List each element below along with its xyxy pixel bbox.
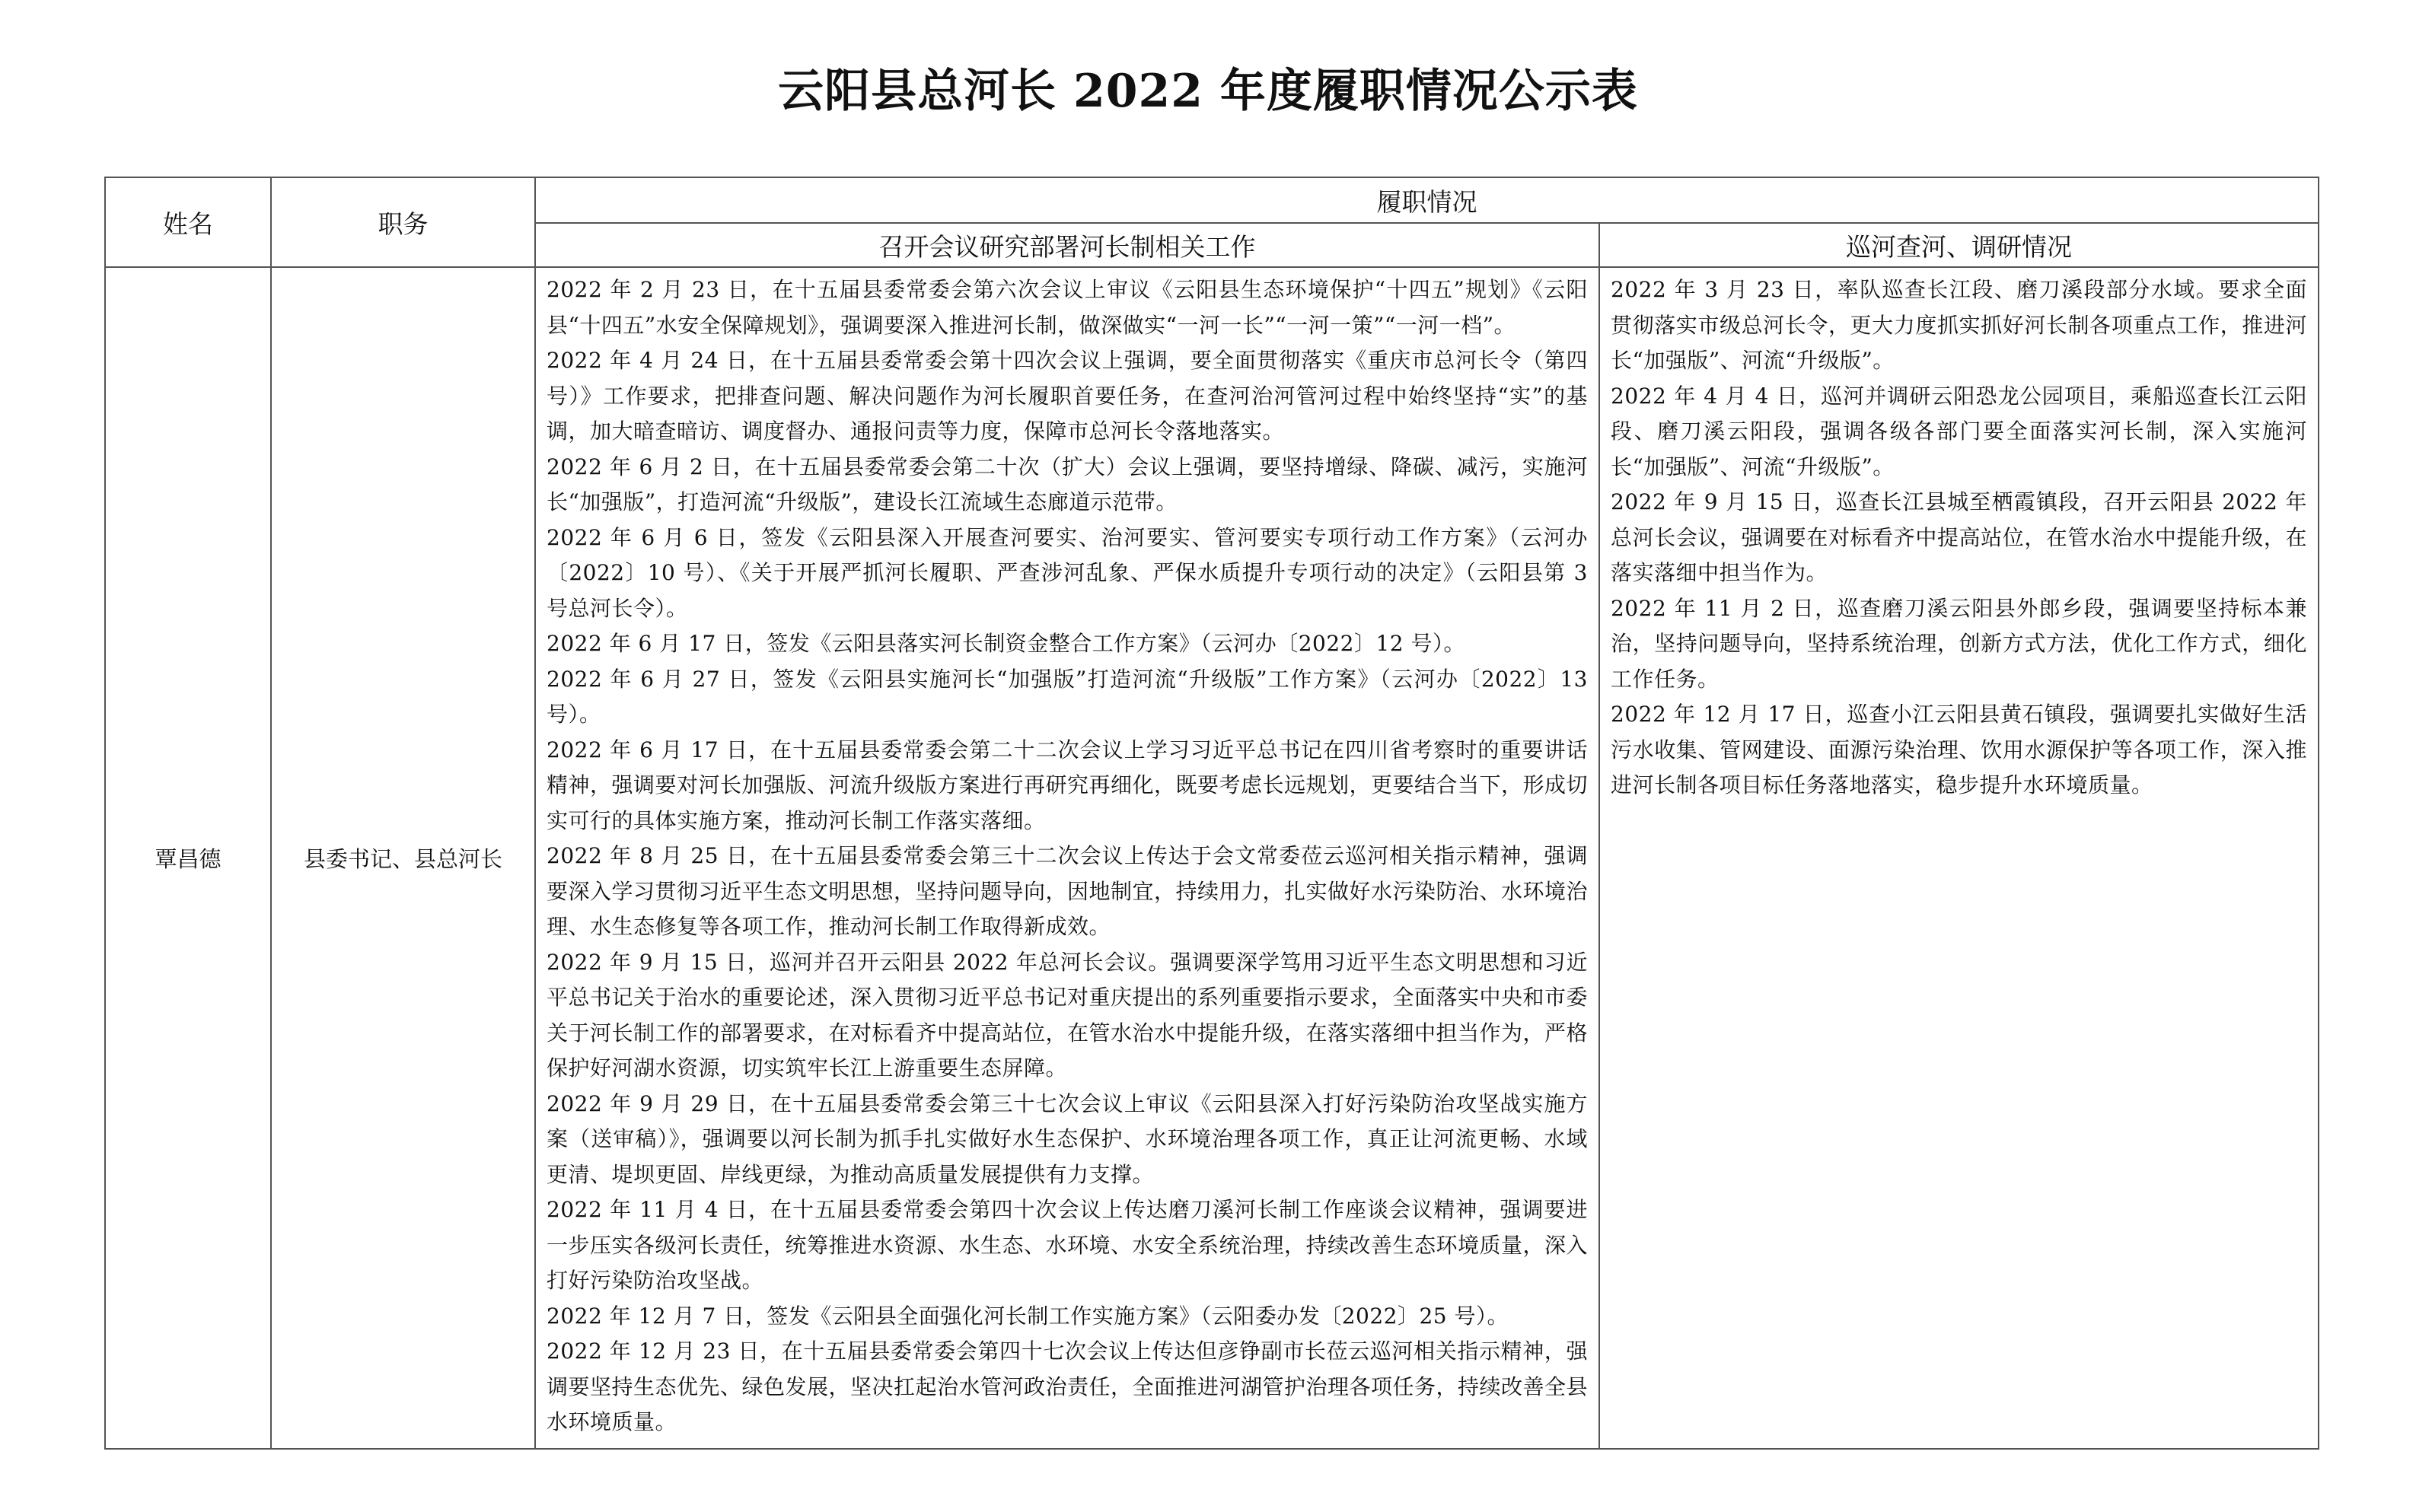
inspection-entry: 2022 年 9 月 15 日，巡查长江县城至栖霞镇段，召开云阳县 2022 年总河长会议，强调要在对标看齐中提高站位，在管水治水中提能升级，在落实落细中担当作为。 <box>1611 489 2307 585</box>
meeting-entry: 2022 年 9 月 29 日，在十五届县委常委会第三十七次会议上审议《云阳县深入打好污染防治攻坚战实施方案（送审稿）》，强调要以河长制为抓手扎实做好水生态保护、水环境治理各项工作，真正让河流更畅、水域更清、堤坝更固、岸线更绿，为推动高质量发展提供有力支撑。 <box>547 1090 1588 1187</box>
inspection-entry: 2022 年 12 月 17 日，巡查小江云阳县黄石镇段，强调要扎实做好生活污水收集、管网建设、面源污染治理、饮用水源保护等各项工作，深入推进河长制各项目标任务落地落实，稳步提升水环境质量。 <box>1611 702 2307 797</box>
meeting-entry: 2022 年 2 月 23 日，在十五届县委常委会第六次会议上审议《云阳县生态环境保护“十四五”规划》《云阳县“十四五”水安全保障规划》，强调要深入推进河长制，做深做实“一河一长”“一河一策”“一河一档”。 <box>547 277 1588 338</box>
meeting-entry: 2022 年 6 月 2 日，在十五届县委常委会第二十次（扩大）会议上强调，要坚持增绿、降碳、减污，实施河长“加强版”，打造河流“升级版”，建设长江流域生态廊道示范带。 <box>547 454 1588 514</box>
inspection-entry: 2022 年 4 月 4 日，巡河并调研云阳恐龙公园项目，乘船巡查长江云阳段、磨刀溪云阳段，强调各级各部门要全面落实河长制，深入实施河长“加强版”、河流“升级版”。 <box>1611 383 2307 479</box>
meeting-entry: 2022 年 4 月 24 日，在十五届县委常委会第十四次会议上强调，要全面贯彻落实《重庆市总河长令（第四号）》工作要求，把排查问题、解决问题作为河长履职首要任务，在查河治河管河过程中始终坚持“实”的基调，加大暗查暗访、调度督办、通报问责等力度，保障市总河长令落地落实。 <box>547 348 1588 444</box>
meeting-entry: 2022 年 12 月 23 日，在十五届县委常委会第四十七次会议上传达但彦铮副市长莅云巡河相关指示精神，强调要坚持生态优先、绿色发展，坚决扛起治水管河政治责任，全面推进河湖管护治理各项任务，持续改善全县水环境质量。 <box>547 1339 1589 1434</box>
person-position: 县委书记、县总河长 <box>271 267 535 1449</box>
header-inspections: 巡河查河、调研情况 <box>1599 223 2319 267</box>
header-name: 姓名 <box>105 177 271 267</box>
meeting-entry: 2022 年 6 月 6 日，签发《云阳县深入开展查河要实、治河要实、管河要实专项行动工作方案》（云河办〔2022〕10 号）、《关于开展严抓河长履职、严查涉河乱象、严保水质提升专项行动的决定》（云阳县第 3 号总河长令）。 <box>547 524 1588 621</box>
inspection-entry: 2022 年 3 月 23 日，率队巡查长江段、磨刀溪段部分水域。要求全面贯彻落实市级总河长令，更大力度抓实抓好河长制各项重点工作，推进河长“加强版”、河流“升级版”。 <box>1611 277 2307 373</box>
meeting-entry: 2022 年 9 月 15 日，巡河并召开云阳县 2022 年总河长会议。强调要深学笃用习近平生态文明思想和习近平总书记关于治水的重要论述，深入贯彻习近平总书记对重庆提出的系列重要指示要求，全面落实中央和市委关于河长制工作的部署要求，在对标看齐中提高站位，在管水治水中提能升级，在落实落细中担当作为，严格保护好河湖水资源，切实筑牢长江上游重要生态屏障。 <box>547 949 1589 1081</box>
meetings-cell <box>535 267 1599 1449</box>
header-position: 职务 <box>271 177 535 267</box>
page-title: 云阳县总河长 2022 年度履职情况公示表 <box>778 65 1638 118</box>
table-row <box>105 267 2319 1449</box>
meeting-entry: 2022 年 12 月 7 日，签发《云阳县全面强化河长制工作实施方案》（云阳委办发〔2022〕25 号）。 <box>547 1303 1509 1329</box>
meeting-entry: 2022 年 6 月 17 日，签发《云阳县落实河长制资金整合工作方案》（云河办〔2022〕12 号）。 <box>547 631 1465 656</box>
header-meetings: 召开会议研究部署河长制相关工作 <box>535 223 1599 267</box>
header-performance: 履职情况 <box>535 177 2319 223</box>
meeting-entry: 2022 年 6 月 17 日，在十五届县委常委会第二十二次会议上学习习近平总书记在四川省考察时的重要讲话精神，强调要对河长加强版、河流升级版方案进行再研究再细化，既要考虑长远规划，更要结合当下，形成切实可行的具体实施方案，推动河长制工作落实落细。 <box>547 737 1589 833</box>
meeting-entry: 2022 年 6 月 27 日，签发《云阳县实施河长“加强版”打造河流“升级版”工作方案》（云河办〔2022〕13 号）。 <box>547 666 1588 727</box>
duty-table <box>104 177 2319 1450</box>
person-name: 覃昌德 <box>105 267 271 1449</box>
inspection-entry: 2022 年 11 月 2 日，巡查磨刀溪云阳县外郎乡段，强调要坚持标本兼治，坚持问题导向，坚持系统治理，创新方式方法，优化工作方式，细化工作任务。 <box>1611 595 2307 692</box>
inspections-cell <box>1599 267 2319 1449</box>
meeting-entry: 2022 年 11 月 4 日，在十五届县委常委会第四十次会议上传达磨刀溪河长制工作座谈会议精神，强调要进一步压实各级河长责任，统筹推进水资源、水生态、水环境、水安全系统治理，持续改善生态环境质量，深入打好污染防治攻坚战。 <box>547 1197 1589 1293</box>
meeting-entry: 2022 年 8 月 25 日，在十五届县委常委会第三十二次会议上传达于会文常委莅云巡河相关指示精神，强调要深入学习贯彻习近平生态文明思想，坚持问题导向，因地制宜，持续用力，扎实做好水污染防治、水环境治理、水生态修复等各项工作，推动河长制工作取得新成效。 <box>547 843 1589 939</box>
